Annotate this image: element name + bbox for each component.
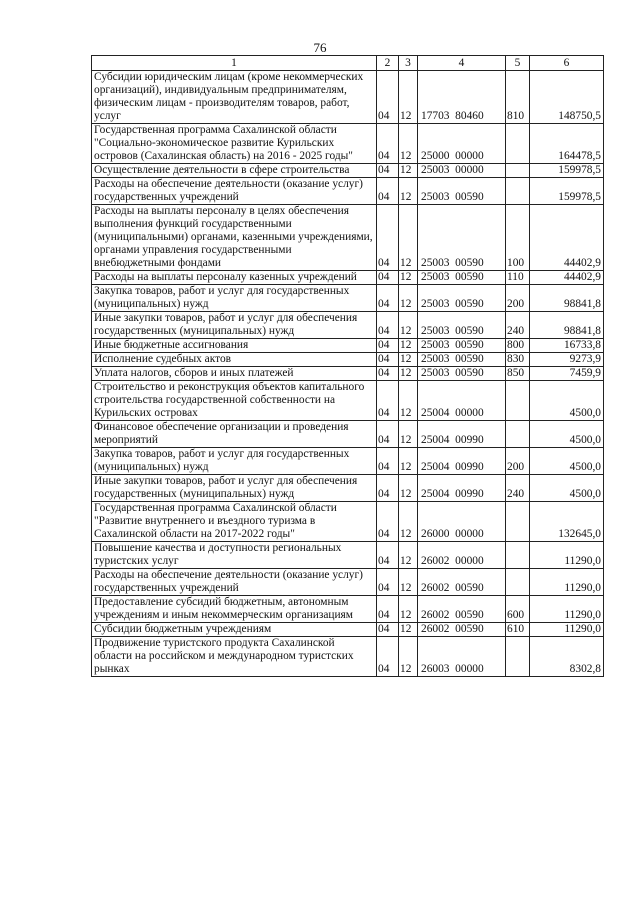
- row-name-cell: Иные закупки товаров, работ и услуг для обеспечения государственных (муниципальных) нужд: [92, 312, 377, 339]
- col-header-5: 5: [506, 56, 530, 71]
- row-target-article-cell: 25003 00590: [418, 271, 506, 285]
- row-subsection-cell: 12: [399, 475, 418, 502]
- row-section-cell: 04: [377, 367, 399, 381]
- row-expense-type-cell: 800: [506, 339, 530, 353]
- row-amount-cell: 44402,9: [530, 205, 604, 271]
- row-amount-cell: 164478,5: [530, 124, 604, 164]
- row-amount-cell: 4500,0: [530, 448, 604, 475]
- row-subsection-cell: 12: [399, 71, 418, 124]
- row-section-cell: 04: [377, 71, 399, 124]
- row-name-cell: Расходы на выплаты персоналу в целях обеспечения выполнения функций государственными (муниципальными) органами, казенными учреждениями, органами управления государственными внебюджетными фондами: [92, 205, 377, 271]
- row-name-cell: Субсидии юридическим лицам (кроме некоммерческих организаций), индивидуальным предпринимателям, физическим лицам - производителям товаров, работ, услуг: [92, 71, 377, 124]
- row-target-article-cell: 25004 00990: [418, 448, 506, 475]
- row-amount-cell: 98841,8: [530, 285, 604, 312]
- row-target-article-cell: 25004 00990: [418, 421, 506, 448]
- row-subsection-cell: 12: [399, 569, 418, 596]
- table-row: [92, 285, 604, 312]
- row-section-cell: 04: [377, 339, 399, 353]
- row-amount-cell: 132645,0: [530, 502, 604, 542]
- row-subsection-cell: 12: [399, 623, 418, 637]
- page-number: 76: [313, 40, 327, 55]
- row-target-article-cell: 25003 00590: [418, 312, 506, 339]
- row-section-cell: 04: [377, 285, 399, 312]
- row-expense-type-cell: [506, 164, 530, 178]
- row-name-cell: Закупка товаров, работ и услуг для государственных (муниципальных) нужд: [92, 285, 377, 312]
- row-target-article-cell: 26000 00000: [418, 502, 506, 542]
- row-target-article-cell: 25003 00590: [418, 178, 506, 205]
- row-expense-type-cell: [506, 421, 530, 448]
- row-expense-type-cell: [506, 178, 530, 205]
- col-header-6: 6: [530, 56, 604, 71]
- row-section-cell: 04: [377, 569, 399, 596]
- row-amount-cell: 44402,9: [530, 271, 604, 285]
- row-subsection-cell: 12: [399, 502, 418, 542]
- row-subsection-cell: 12: [399, 367, 418, 381]
- row-target-article-cell: 25003 00000: [418, 164, 506, 178]
- table-row: [92, 353, 604, 367]
- row-section-cell: 04: [377, 475, 399, 502]
- row-section-cell: 04: [377, 312, 399, 339]
- row-name-cell: Осуществление деятельности в сфере строительства: [92, 164, 377, 178]
- row-section-cell: 04: [377, 623, 399, 637]
- row-expense-type-cell: [506, 124, 530, 164]
- row-expense-type-cell: 810: [506, 71, 530, 124]
- row-amount-cell: 159978,5: [530, 178, 604, 205]
- row-target-article-cell: 26002 00590: [418, 596, 506, 623]
- row-expense-type-cell: [506, 542, 530, 569]
- row-subsection-cell: 12: [399, 124, 418, 164]
- row-section-cell: 04: [377, 271, 399, 285]
- row-expense-type-cell: [506, 569, 530, 596]
- row-name-cell: Продвижение туристского продукта Сахалинской области на российском и международном туристских рынках: [92, 637, 377, 677]
- row-section-cell: 04: [377, 542, 399, 569]
- table-row: [92, 596, 604, 623]
- row-section-cell: 04: [377, 502, 399, 542]
- col-header-4: 4: [418, 56, 506, 71]
- row-amount-cell: 11290,0: [530, 569, 604, 596]
- row-section-cell: 04: [377, 448, 399, 475]
- table-row: [92, 637, 604, 677]
- table-row: [92, 339, 604, 353]
- row-amount-cell: 7459,9: [530, 367, 604, 381]
- row-subsection-cell: 12: [399, 381, 418, 421]
- row-target-article-cell: 26002 00590: [418, 623, 506, 637]
- row-name-cell: Государственная программа Сахалинской области "Развитие внутреннего и въездного туризма в Сахалинской области на 2017-2022 годы": [92, 502, 377, 542]
- row-target-article-cell: 25004 00990: [418, 475, 506, 502]
- table-header-row: [92, 56, 604, 71]
- row-subsection-cell: 12: [399, 271, 418, 285]
- row-expense-type-cell: [506, 502, 530, 542]
- row-section-cell: 04: [377, 164, 399, 178]
- table-row: [92, 502, 604, 542]
- row-subsection-cell: 12: [399, 339, 418, 353]
- row-name-cell: Государственная программа Сахалинской области "Социально-экономическое развитие Курильских островов (Сахалинская область) на 2016 - 2025 годы": [92, 124, 377, 164]
- row-expense-type-cell: 610: [506, 623, 530, 637]
- row-expense-type-cell: 200: [506, 448, 530, 475]
- table-row: [92, 569, 604, 596]
- row-target-article-cell: 25000 00000: [418, 124, 506, 164]
- col-header-1: 1: [92, 56, 377, 71]
- row-name-cell: Расходы на обеспечение деятельности (оказание услуг) государственных учреждений: [92, 569, 377, 596]
- row-amount-cell: 4500,0: [530, 421, 604, 448]
- row-subsection-cell: 12: [399, 285, 418, 312]
- row-expense-type-cell: [506, 637, 530, 677]
- row-section-cell: 04: [377, 596, 399, 623]
- row-section-cell: 04: [377, 124, 399, 164]
- row-name-cell: Исполнение судебных актов: [92, 353, 377, 367]
- table-row: [92, 205, 604, 271]
- row-amount-cell: 159978,5: [530, 164, 604, 178]
- row-expense-type-cell: 200: [506, 285, 530, 312]
- row-expense-type-cell: 240: [506, 312, 530, 339]
- row-name-cell: Финансовое обеспечение организации и проведения мероприятий: [92, 421, 377, 448]
- table-row: [92, 367, 604, 381]
- row-subsection-cell: 12: [399, 637, 418, 677]
- row-target-article-cell: 25003 00590: [418, 367, 506, 381]
- row-amount-cell: 4500,0: [530, 381, 604, 421]
- table-row: [92, 475, 604, 502]
- row-expense-type-cell: 850: [506, 367, 530, 381]
- row-target-article-cell: 25003 00590: [418, 353, 506, 367]
- row-subsection-cell: 12: [399, 353, 418, 367]
- row-target-article-cell: 17703 80460: [418, 71, 506, 124]
- row-expense-type-cell: [506, 381, 530, 421]
- row-section-cell: 04: [377, 421, 399, 448]
- table-row: [92, 178, 604, 205]
- col-header-3: 3: [399, 56, 418, 71]
- row-amount-cell: 11290,0: [530, 542, 604, 569]
- row-name-cell: Иные бюджетные ассигнования: [92, 339, 377, 353]
- row-target-article-cell: 26002 00590: [418, 569, 506, 596]
- row-target-article-cell: 25003 00590: [418, 339, 506, 353]
- row-name-cell: Предоставление субсидий бюджетным, автономным учреждениям и иным некоммерческим организациям: [92, 596, 377, 623]
- row-amount-cell: 148750,5: [530, 71, 604, 124]
- row-name-cell: Субсидии бюджетным учреждениям: [92, 623, 377, 637]
- table-row: [92, 124, 604, 164]
- row-amount-cell: 98841,8: [530, 312, 604, 339]
- row-subsection-cell: 12: [399, 205, 418, 271]
- row-amount-cell: 11290,0: [530, 596, 604, 623]
- table-row: [92, 381, 604, 421]
- row-expense-type-cell: 110: [506, 271, 530, 285]
- table-row: [92, 421, 604, 448]
- table-row: [92, 312, 604, 339]
- row-subsection-cell: 12: [399, 164, 418, 178]
- table-row: [92, 448, 604, 475]
- row-name-cell: Уплата налогов, сборов и иных платежей: [92, 367, 377, 381]
- row-target-article-cell: 25003 00590: [418, 285, 506, 312]
- row-subsection-cell: 12: [399, 178, 418, 205]
- row-subsection-cell: 12: [399, 542, 418, 569]
- table-row: [92, 542, 604, 569]
- table-body: [92, 71, 604, 677]
- row-name-cell: Повышение качества и доступности региональных туристских услуг: [92, 542, 377, 569]
- row-target-article-cell: 25003 00590: [418, 205, 506, 271]
- col-header-2: 2: [377, 56, 399, 71]
- row-name-cell: Расходы на выплаты персоналу казенных учреждений: [92, 271, 377, 285]
- row-expense-type-cell: 830: [506, 353, 530, 367]
- table-row: [92, 164, 604, 178]
- budget-table: [91, 55, 604, 677]
- row-expense-type-cell: 600: [506, 596, 530, 623]
- table-row: [92, 623, 604, 637]
- row-amount-cell: 8302,8: [530, 637, 604, 677]
- row-target-article-cell: 25004 00000: [418, 381, 506, 421]
- row-name-cell: Иные закупки товаров, работ и услуг для обеспечения государственных (муниципальных) нужд: [92, 475, 377, 502]
- row-name-cell: Расходы на обеспечение деятельности (оказание услуг) государственных учреждений: [92, 178, 377, 205]
- row-subsection-cell: 12: [399, 421, 418, 448]
- row-subsection-cell: 12: [399, 312, 418, 339]
- row-expense-type-cell: 100: [506, 205, 530, 271]
- row-section-cell: 04: [377, 205, 399, 271]
- table-row: [92, 71, 604, 124]
- row-target-article-cell: 26002 00000: [418, 542, 506, 569]
- row-name-cell: Строительство и реконструкция объектов капитального строительства государственной собственности на Курильских островах: [92, 381, 377, 421]
- row-name-cell: Закупка товаров, работ и услуг для государственных (муниципальных) нужд: [92, 448, 377, 475]
- row-section-cell: 04: [377, 637, 399, 677]
- row-section-cell: 04: [377, 178, 399, 205]
- row-amount-cell: 9273,9: [530, 353, 604, 367]
- row-section-cell: 04: [377, 353, 399, 367]
- table-row: [92, 271, 604, 285]
- row-target-article-cell: 26003 00000: [418, 637, 506, 677]
- row-section-cell: 04: [377, 381, 399, 421]
- row-expense-type-cell: 240: [506, 475, 530, 502]
- row-amount-cell: 4500,0: [530, 475, 604, 502]
- row-subsection-cell: 12: [399, 448, 418, 475]
- row-subsection-cell: 12: [399, 596, 418, 623]
- row-amount-cell: 16733,8: [530, 339, 604, 353]
- row-amount-cell: 11290,0: [530, 623, 604, 637]
